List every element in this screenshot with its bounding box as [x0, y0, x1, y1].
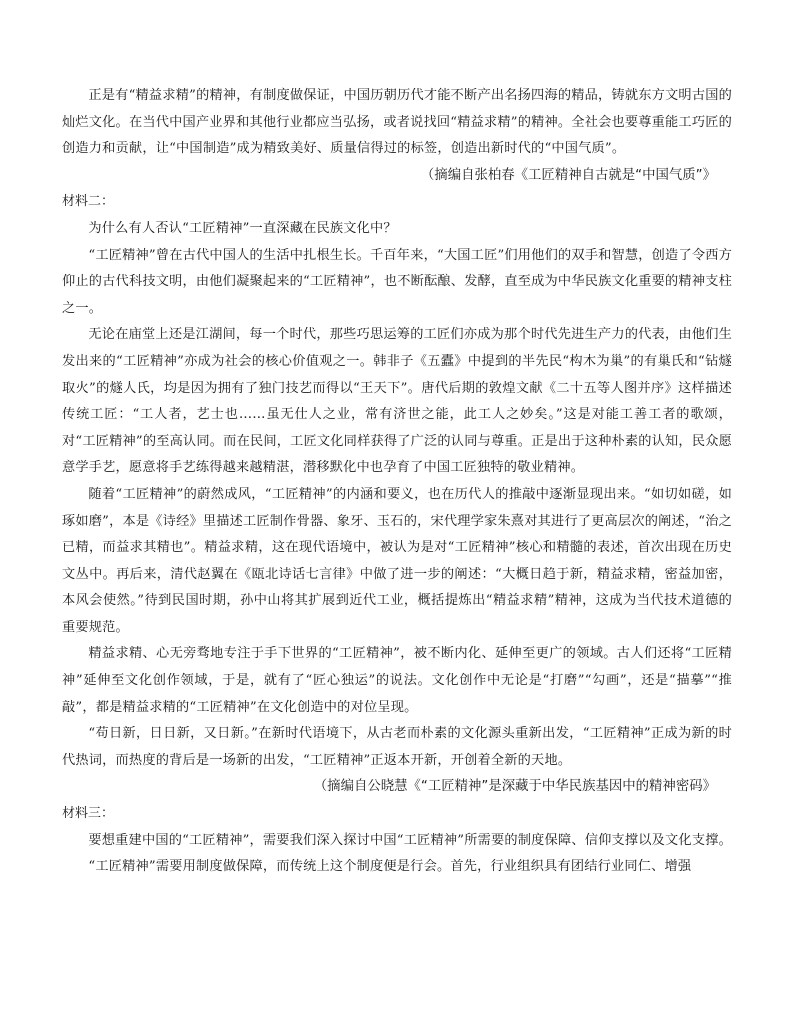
source-citation-1: （摘编自张柏春《工匠精神自古就是“中国气质”》: [420, 167, 716, 183]
paragraph-5: 随着“工匠精神”的蔚然成风，“工匠精神”的内涵和要义，也在历代人的推敲中逐渐显现出来。“如切如磋，如琢如磨”，本是《诗经》里描述工匠制作骨器、象牙、玉石的，宋代理学家朱熹对其进行了更高层次的阐述，“治之已精，而益求其精也”。精益求精，这在现代语境中，被认为是对“工匠精神”核心和精髓的表述，首次出现在历史文丛中。再后来，清代赵翼在《瓯北诗话七言律》中做了进一步的阐述：“大概日趋于新，精益求精，密益加密，本风会使然。”待到民国时期，孙中山将其扩展到近代工业，概括提炼出“精益求精”精神，这成为当代技术道德的重要规范。: [62, 486, 732, 635]
paragraph-1: 正是有“精益求精”的精神，有制度做保证，中国历朝历代才能不断产出名扬四海的精品，铸就东方文明古国的灿烂文化。在当代中国产业界和其他行业都应当弘扬，或者说找回“精益求精”的精神。全社会也要尊重能工巧匠的创造力和贡献，让“中国制造”成为精致美好、质量信得过的标签，创造出新时代的“中国气质”。: [62, 88, 732, 157]
paragraph-7: “苟日新，日日新，又日新。”在新时代语境下，从古老而朴素的文化源头重新出发，“工匠精神”正成为新的时代热词，而热度的背后是一场新的出发，“工匠精神”正返本开新，开创着全新的天地。: [62, 726, 732, 768]
source-citation-2: （摘编自公晓慧《“工匠精神”是深藏于中华民族基因中的精神密码》: [313, 779, 716, 795]
material-two-heading: 材料二：: [62, 194, 115, 210]
paragraph-4: 无论在庙堂上还是江湖间，每一个时代，那些巧思运筹的工匠们亦成为那个时代先进生产力的代表，由他们生发出来的“工匠精神”亦成为社会的核心价值观之一。韩非子《五蠹》中提到的半先民“构木为巢”的有巢氏和“钻燧取火”的燧人氏，均是因为拥有了独门技艺而得以“王天下”。唐代后期的敦煌文献《二十五等人图并序》这样描述传统工匠：“工人者，艺士也……虽无仕人之业，常有济世之能，此工人之妙矣。”这是对能工善工者的歌颂，对“工匠精神”的至高认同。而在民间，工匠文化同样获得了广泛的认同与尊重。正是出于这种朴素的认知，民众愿意学手艺，愿意将手艺练得越来越精湛，潜移默化中也孕育了中国工匠独特的敬业精神。: [62, 327, 732, 476]
paragraph-6: 精益求精、心无旁骛地专注于手下世界的“工匠精神”，被不断内化、延伸至更广的领域。古人们还将“工匠精神”延伸至文化创作领域，于是，就有了“匠心独运”的说法。文化创作中无论是“打磨”“勾画”，还是“描摹”“推敲”，都是精益求精的“工匠精神”在文化创造中的对位呈现。: [62, 646, 732, 715]
paragraph-9: “工匠精神”需要用制度做保障，而传统上这个制度便是行会。首先，行业组织具有团结行业同仁、增强: [88, 859, 692, 875]
material-three-heading: 材料三：: [62, 806, 115, 822]
paragraph-2: 为什么有人否认“工匠精神”一直深藏在民族文化中？: [88, 220, 397, 236]
paragraph-8: 要想重建中国的“工匠精神”，需要我们深入探讨中国“工匠精神”所需要的制度保障、信仰支撑以及文化支撑。: [88, 832, 732, 848]
paragraph-3: “工匠精神”曾在古代中国人的生活中扎根生长。千百年来，“大国工匠”们用他们的双手和智慧，创造了令西方仰止的古代科技文明，由他们凝聚起来的“工匠精神”，也不断酝酿、发酵，直至成为中华民族文化重要的精神支柱之一。: [62, 247, 732, 316]
